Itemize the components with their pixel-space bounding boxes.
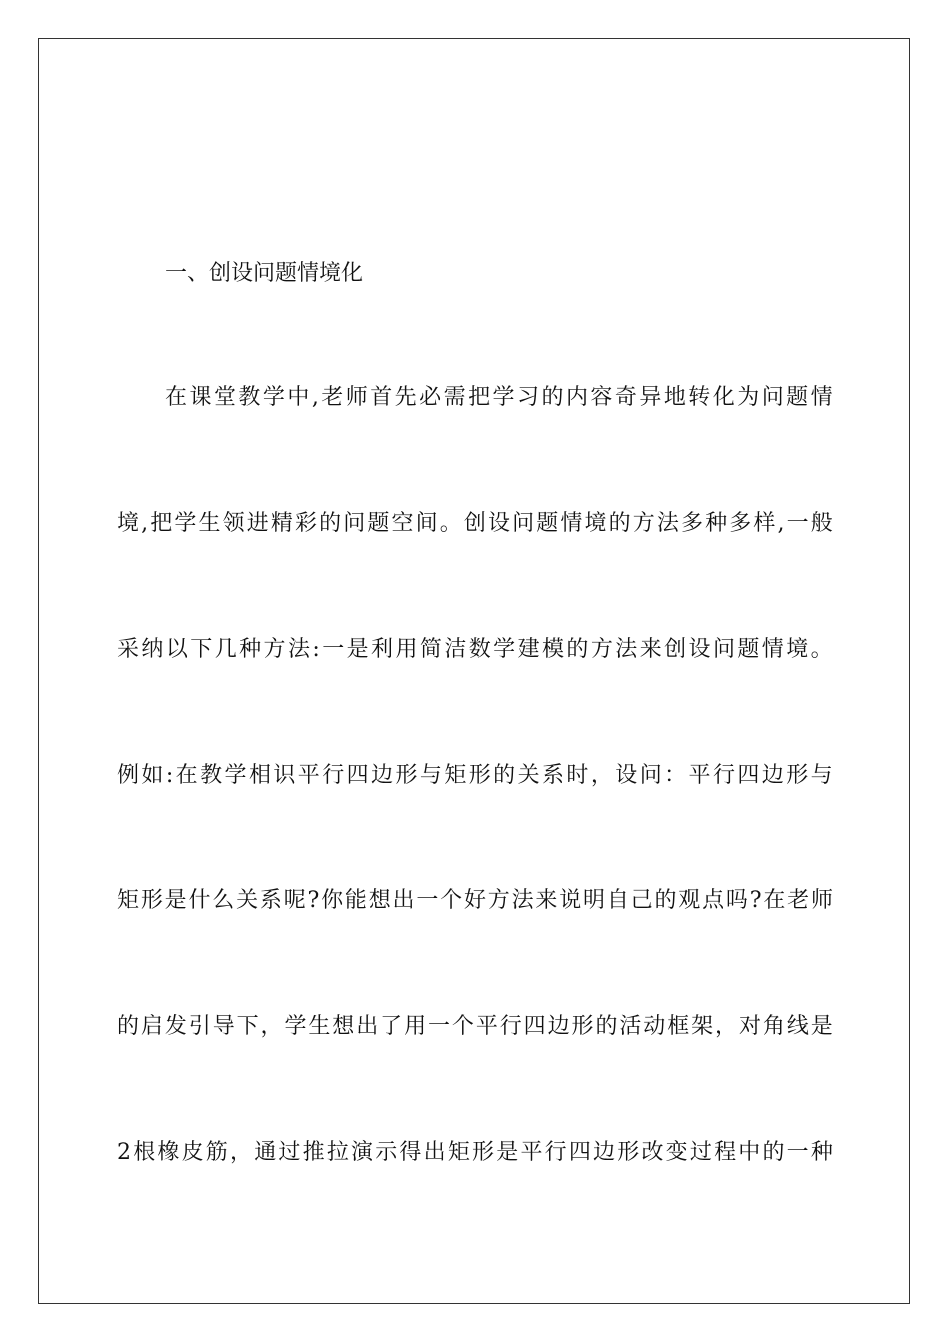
paragraph-line-2: 境 , 把 学 生 领 进 精 彩 的 问 题 空 间 。 创 设 问 题 情 境 的 方 法 多 种 多 样 , 一 般 xyxy=(117,511,833,536)
page-border xyxy=(38,38,910,1304)
paragraph-line-5: 矩 形 是 什 么 关 系 呢 ? 你 能 想 出 一 个 好 方 法 来 说 明 自 己 的 观 点 吗 ? 在 老 师 xyxy=(117,888,833,913)
paragraph-line-4: 例 如 : 在 教 学 相 识 平 行 四 边 形 与 矩 形 的 关 系 时 ， 设 问 ： 平 行 四 边 形 与 xyxy=(117,763,833,788)
paragraph-line-7: 2 根 橡 皮 筋 ， 通 过 推 拉 演 示 得 出 矩 形 是 平 行 四 边 形 改 变 过 程 中 的 一 种 xyxy=(117,1140,833,1165)
paragraph-line-3: 采 纳 以 下 几 种 方 法 : 一 是 利 用 简 洁 数 学 建 模 的 方 法 来 创 设 问 题 情 境 。 xyxy=(117,637,833,662)
paragraph-line-1: 在 课 堂 教 学 中 , 老 师 首 先 必 需 把 学 习 的 内 容 奇 异 地 转 化 为 问 题 情 xyxy=(165,385,833,410)
section-heading: 一、创设问题情境化 xyxy=(165,261,364,286)
paragraph-line-6: 的 启 发 引 导 下 ， 学 生 想 出 了 用 一 个 平 行 四 边 形 的 活 动 框 架 ， 对 角 线 是 xyxy=(117,1014,833,1039)
